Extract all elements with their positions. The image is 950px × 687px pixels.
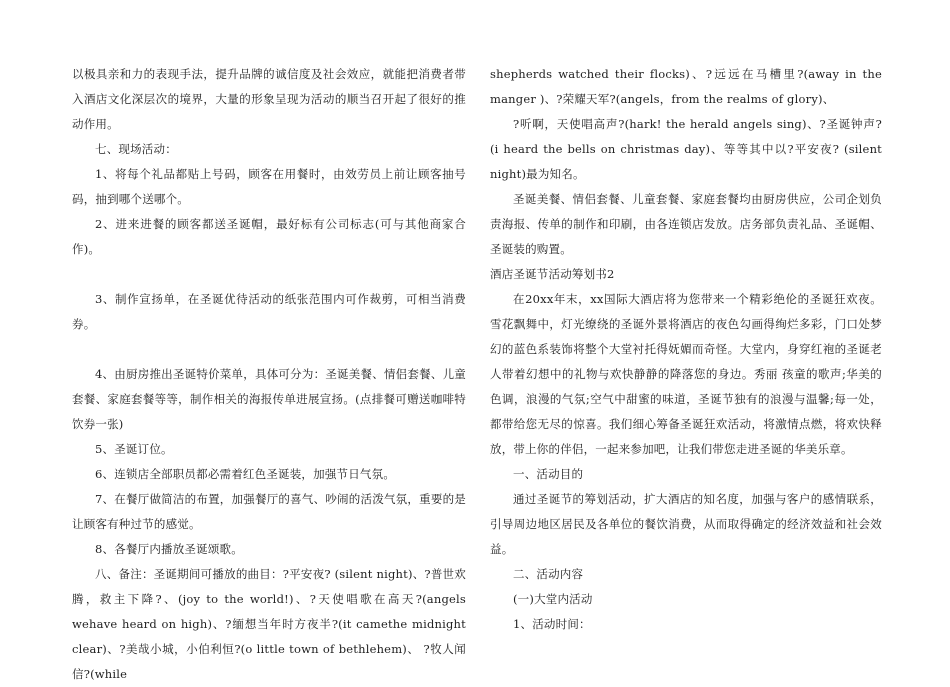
list-item: 7、在餐厅做简洁的布置，加强餐厅的喜气、吵闹的活泼气氛，重要的是让顾客有种过节的感觉。 — [72, 492, 466, 531]
list-item: 1、将每个礼品都贴上号码，顾客在用餐时，由效劳员上前让顾客抽号码，抽到哪个送哪个。 — [72, 167, 466, 206]
left-column — [72, 62, 466, 687]
document-2-title: 酒店圣诞节活动筹划书2 — [490, 267, 615, 281]
section-1-heading: 一、活动目的 — [513, 467, 584, 481]
list-item: 3、制作宣扬单，在圣诞优待活动的纸张范围内可作裁剪，可相当消费券。 — [72, 292, 466, 331]
songs-continued: shepherds watched their flocks)、?远远在马槽里?(away in the manger )、?荣耀天军?(angels，from the realms of glory)、 — [490, 67, 882, 106]
list-item: 8、各餐厅内播放圣诞颂歌。 — [95, 542, 243, 556]
section-8-notes: 八、备注：圣诞期间可播放的曲目：?平安夜? (silent night)、?普世欢腾，救主下降?、(joy to the world!)、?天使唱歌在高天?(angels wehave heard on high)、?缅想当年时方夜半?(it camethe midnight clear)、?美哉小城，小伯利恒?(o little town of bethlehem)、 ?牧人闻信?(while — [72, 567, 466, 681]
division-of-work: 圣诞美餐、情侣套餐、儿童套餐、家庭套餐均由厨房供应，公司企划负责海报、传单的制作和印刷，由各连锁店发放。店务部负责礼品、圣诞帽、圣诞装的购置。 — [490, 192, 882, 256]
section-7-heading: 七、现场活动： — [95, 142, 177, 156]
subsection-1-heading: (一)大堂内活动 — [513, 592, 593, 606]
blank-line — [72, 262, 466, 287]
blank-line — [72, 337, 466, 362]
list-item: 5、圣诞订位。 — [95, 442, 173, 456]
section-1-body: 通过圣诞节的筹划活动，扩大酒店的知名度，加强与客户的感情联系，引导周边地区居民及各单位的餐饮消费，从而取得确定的经济效益和社会效益。 — [490, 492, 882, 556]
right-column — [490, 62, 882, 637]
list-item: 6、连锁店全部职员都必需着红色圣诞装，加强节日气氛。 — [95, 467, 396, 481]
document-2-intro: 在20xx年末，xx国际大酒店将为您带来一个精彩绝伦的圣诞狂欢夜。雪花飘舞中，灯光缭绕的圣诞外景将酒店的夜色勾画得绚烂多彩，门口处梦幻的蓝色系装饰将整个大堂衬托得妩媚而奇怪。大堂内，身穿红袍的圣诞老人带着幻想中的礼物与欢快静静的降落您的身边。秀丽 孩童的歌声;华美的色调，浪漫的气氛;空气中甜蜜的味道，圣诞节独有的浪漫与温馨;每一处，都带给您无尽的惊喜。我们细心筹备圣诞狂欢活动，将激情点燃，将欢快释放，带上你的伴侣，一起来参加吧，让我们带您走进圣诞的华美乐章。 — [490, 292, 882, 456]
item-1-heading: 1、活动时间： — [513, 617, 591, 631]
list-item: 2、进来进餐的顾客都送圣诞帽，最好标有公司标志(可与其他商家合作)。 — [72, 217, 466, 256]
intro-paragraph: 以极具亲和力的表现手法，提升品牌的诚信度及社会效应，就能把消费者带入酒店文化深层次的境界，大量的形象呈现为活动的顺当召开起了很好的推动作用。 — [72, 67, 466, 131]
songs-more: ?听啊，天使唱高声?(hark! the herald angels sing)、?圣诞钟声? (i heard the bells on christmas day)、等等其中以?平安夜? (silent night)最为知名。 — [490, 117, 882, 181]
section-2-heading: 二、活动内容 — [513, 567, 584, 581]
list-item: 4、由厨房推出圣诞特价菜单，具体可分为：圣诞美餐、情侣套餐、儿童套餐、家庭套餐等等，制作相关的海报传单进展宣扬。(点排餐可赠送咖啡特饮券一张) — [72, 367, 466, 431]
